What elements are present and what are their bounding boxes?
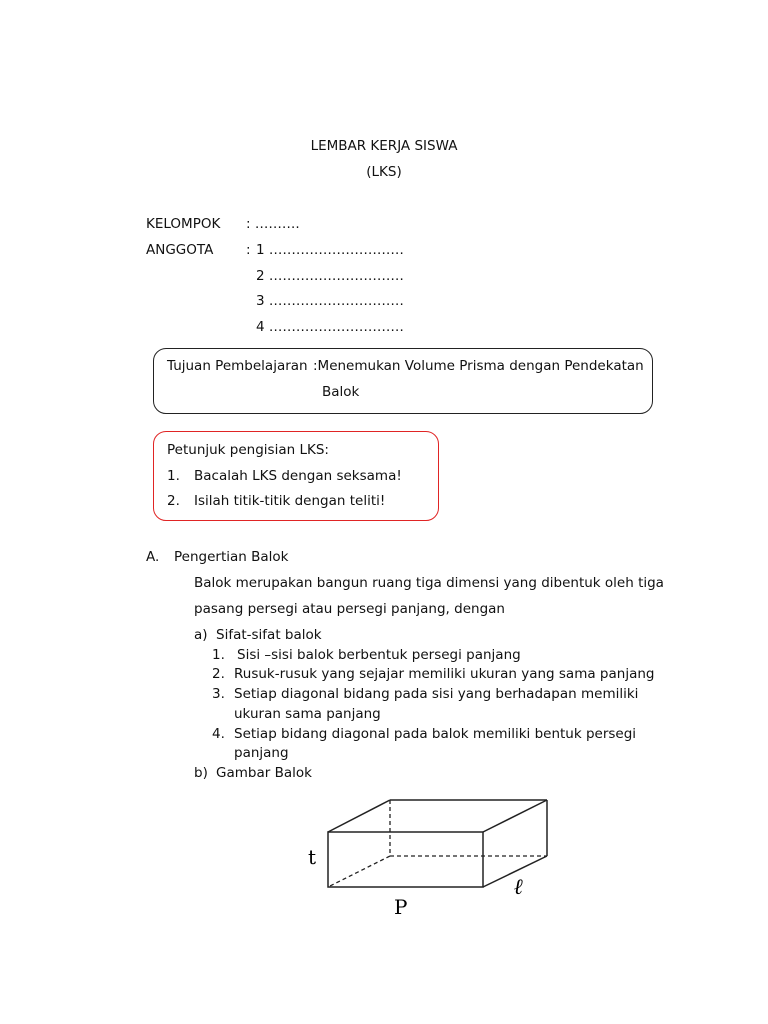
- cuboid-figure: [300, 790, 560, 920]
- instructions-title: Petunjuk pengisian LKS:: [167, 442, 329, 458]
- property-num: 2.: [212, 666, 225, 682]
- page-subtitle: (LKS): [366, 164, 402, 180]
- page-title: LEMBAR KERJA SISWA: [310, 138, 458, 154]
- instruction-num: 1.: [167, 468, 180, 484]
- label-l: ℓ: [514, 874, 524, 900]
- property-num: 4.: [212, 726, 225, 742]
- property-text-cont: ukuran sama panjang: [234, 706, 381, 722]
- member-line-4: 4 …………………………: [256, 319, 404, 335]
- section-a-intro-line1: Balok merupakan bangun ruang tiga dimensi yang dibentuk oleh tiga: [194, 575, 664, 591]
- instruction-text: Isilah titik-titik dengan teliti!: [194, 493, 386, 509]
- member-line-3: 3 …………………………: [256, 293, 404, 309]
- section-a-letter: A.: [146, 549, 160, 565]
- label-p: P: [394, 895, 408, 919]
- property-text: Sisi –sisi balok berbentuk persegi panjang: [237, 647, 521, 663]
- instruction-num: 2.: [167, 493, 180, 509]
- objective-label: Tujuan Pembelajaran: [167, 358, 308, 374]
- section-a-intro-line2: pasang persegi atau persegi panjang, dengan: [194, 601, 505, 617]
- property-text-cont: panjang: [234, 745, 289, 761]
- property-text: Setiap diagonal bidang pada sisi yang berhadapan memiliki: [234, 686, 639, 702]
- property-text: Rusuk-rusuk yang sejajar memiliki ukuran yang sama panjang: [234, 666, 655, 682]
- anggota-label: ANGGOTA: [146, 242, 214, 258]
- kelompok-label: KELOMPOK: [146, 216, 221, 232]
- objective-text-line2: Balok: [322, 384, 360, 400]
- instruction-text: Bacalah LKS dengan seksama!: [194, 468, 402, 484]
- objective-text-line1: :Menemukan Volume Prisma dengan Pendekatan: [313, 358, 644, 374]
- sub-b-marker: b): [194, 765, 208, 781]
- sub-b-title: Gambar Balok: [216, 765, 312, 781]
- property-num: 1.: [212, 647, 225, 663]
- anggota-colon: :: [246, 242, 251, 258]
- kelompok-value: : ……….: [246, 216, 300, 232]
- member-line-2: 2 …………………………: [256, 268, 404, 284]
- property-text: Setiap bidang diagonal pada balok memiliki bentuk persegi: [234, 726, 637, 742]
- sub-a-marker: a): [194, 627, 208, 643]
- property-num: 3.: [212, 686, 225, 702]
- section-a-title: Pengertian Balok: [174, 549, 289, 565]
- member-line-1: 1 …………………………: [256, 242, 404, 258]
- label-t: t: [308, 845, 317, 869]
- sub-a-title: Sifat-sifat balok: [216, 627, 322, 643]
